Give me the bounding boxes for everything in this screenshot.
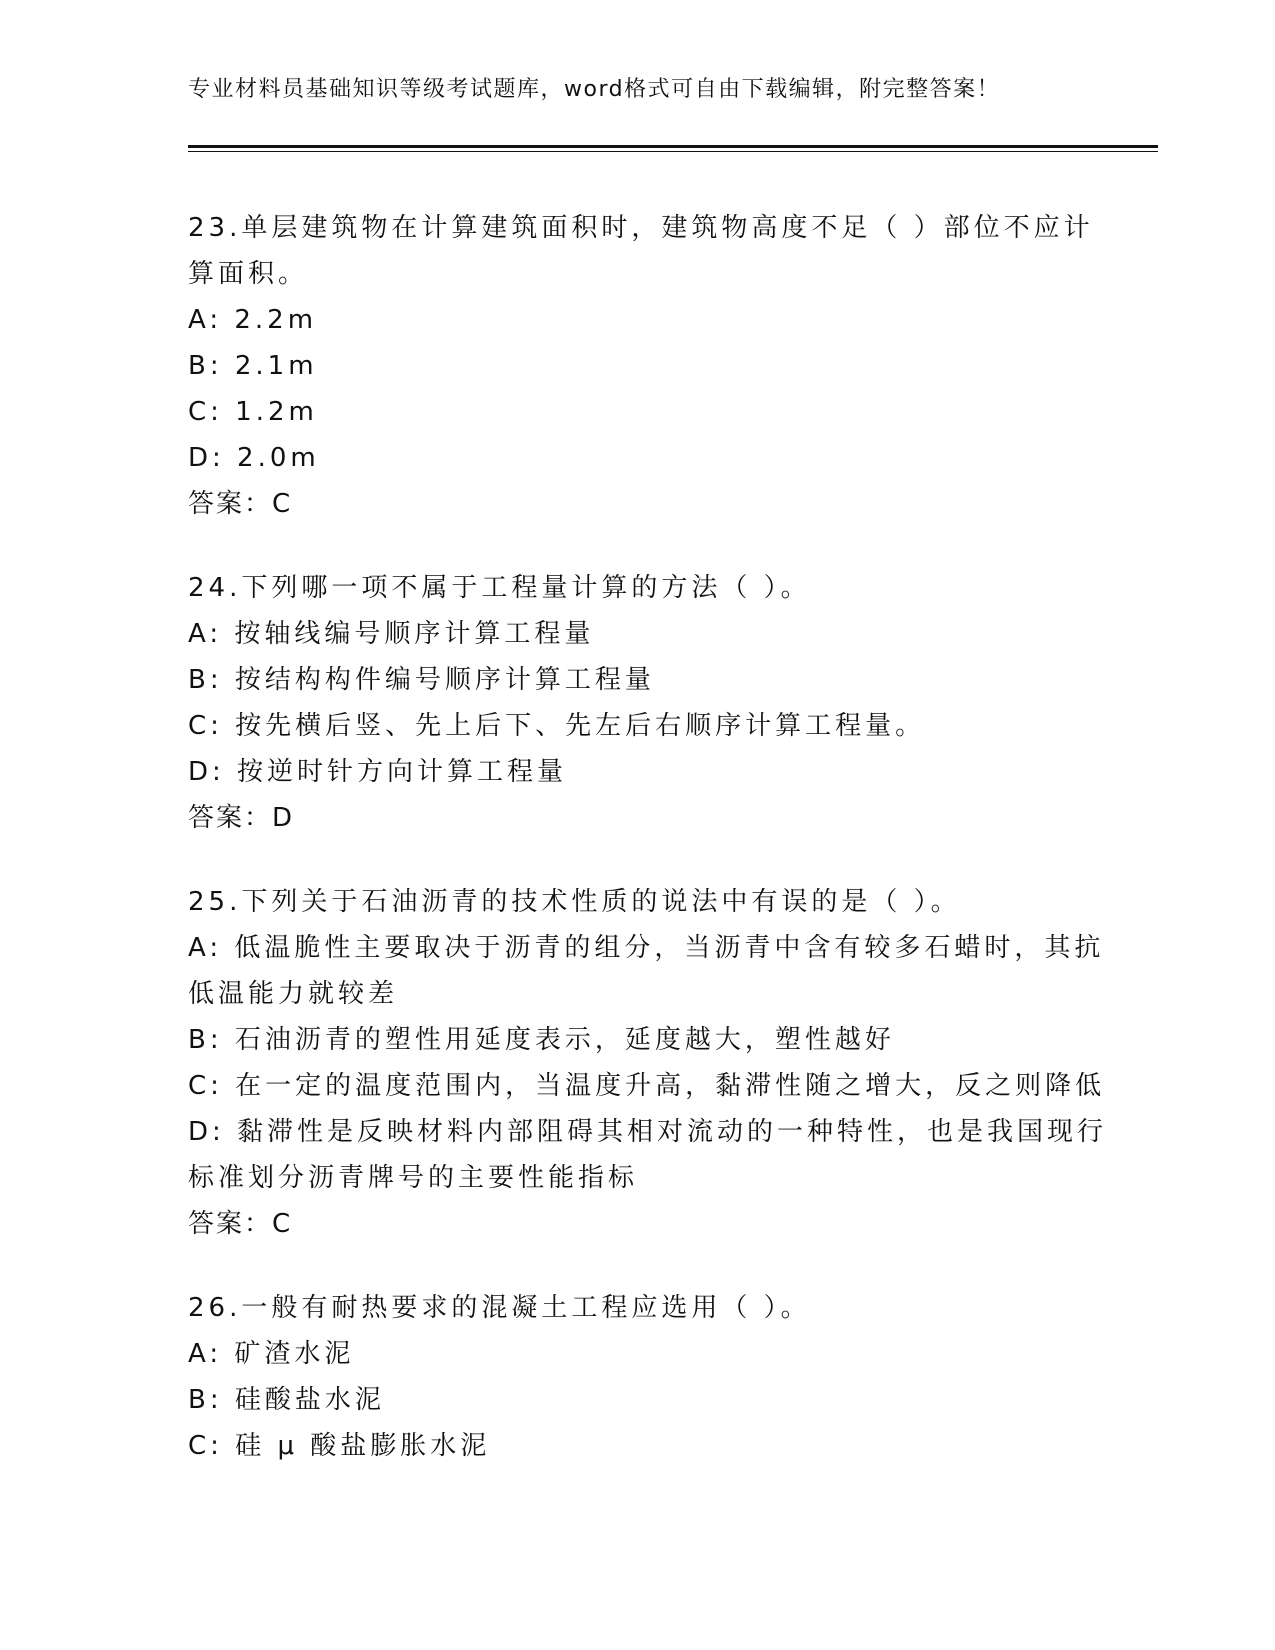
option-c: C: 硅 μ 酸盐膨胀水泥 <box>188 1431 491 1461</box>
question-25 <box>188 879 1108 1247</box>
option-a: A: 矿渣水泥 <box>188 1339 355 1369</box>
option-b: B: 石油沥青的塑性用延度表示，延度越大，塑性越好 <box>188 1025 895 1055</box>
question-list <box>188 205 1108 1507</box>
question-24 <box>188 565 1088 841</box>
option-c: C: 1.2m <box>188 397 318 427</box>
header-rule-thin <box>188 151 1158 152</box>
question-text: 24.下列哪一项不属于工程量计算的方法（ ）。 <box>188 573 811 603</box>
option-b: B: 2.1m <box>188 351 318 381</box>
question-text-continued: 算面积。 <box>188 259 309 289</box>
option-d-continued: 标准划分沥青牌号的主要性能指标 <box>188 1163 639 1193</box>
question-text: 23.单层建筑物在计算建筑面积时，建筑物高度不足（ ）部位不应计 <box>188 213 1094 243</box>
option-b: B: 硅酸盐水泥 <box>188 1385 385 1415</box>
answer-line: 答案：C <box>188 1209 293 1239</box>
option-b: B: 按结构构件编号顺序计算工程量 <box>188 665 655 695</box>
option-c: C: 在一定的温度范围内，当温度升高，黏滞性随之增大，反之则降低 <box>188 1071 1106 1101</box>
header-rule-thick <box>188 145 1158 148</box>
option-a: A: 按轴线编号顺序计算工程量 <box>188 619 595 649</box>
question-text: 25.下列关于石油沥青的技术性质的说法中有误的是（ ）。 <box>188 887 961 917</box>
question-text: 26.一般有耐热要求的混凝土工程应选用（ ）。 <box>188 1293 811 1323</box>
option-a: A: 2.2m <box>188 305 318 335</box>
page-header-title: 专业材料员基础知识等级考试题库，word格式可自由下载编辑，附完整答案！ <box>188 77 1001 102</box>
question-23 <box>188 205 1094 527</box>
option-d: D: 按逆时针方向计算工程量 <box>188 757 568 787</box>
answer-line: 答案：D <box>188 803 295 833</box>
option-c: C: 按先横后竖、先上后下、先左后右顺序计算工程量。 <box>188 711 926 741</box>
option-d: D: 2.0m <box>188 443 320 473</box>
option-d: D: 黏滞性是反映材料内部阻碍其相对流动的一种特性，也是我国现行 <box>188 1117 1108 1147</box>
option-a: A: 低温脆性主要取决于沥青的组分，当沥青中含有较多石蜡时，其抗 <box>188 933 1105 963</box>
question-26 <box>188 1285 1088 1469</box>
answer-line: 答案：C <box>188 489 293 519</box>
option-a-continued: 低温能力就较差 <box>188 979 399 1009</box>
